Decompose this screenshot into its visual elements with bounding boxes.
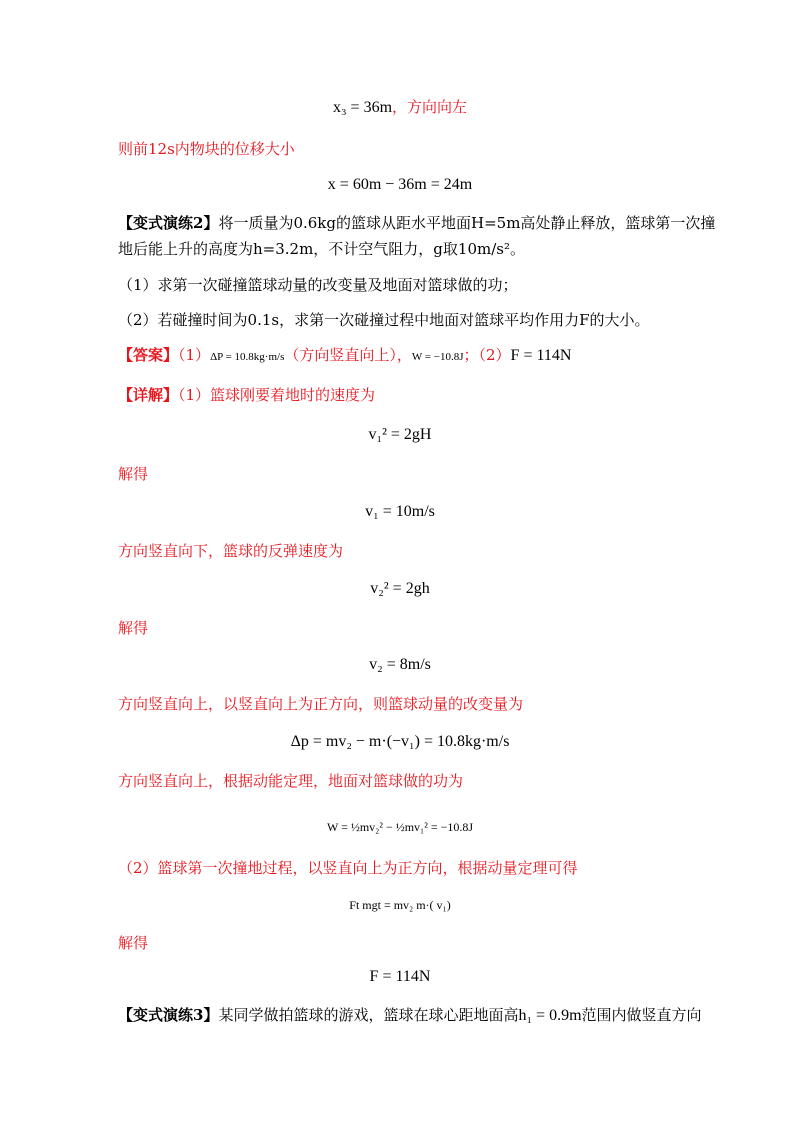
answer-direction: （方向竖直向上）， (284, 346, 412, 364)
solve-label-2: 解得 (118, 619, 149, 637)
rebound-intro: 方向竖直向下，篮球的反弹速度为 (118, 542, 344, 560)
equation-v2: v₂ = 8m/s (369, 656, 431, 673)
displacement-intro: 则前12s内物块的位移大小 (118, 140, 295, 158)
equation-impulse: Ft mgt = mv₂ m·( v₁) (349, 898, 451, 912)
answer-line (118, 344, 571, 368)
exercise-3-line (118, 1004, 702, 1027)
question-2: （2）若碰撞时间为0.1s，求第一次碰撞过程中地面对篮球平均作用力F的大小。 (118, 311, 650, 329)
detail-text: （1）篮球刚要着地时的速度为 (178, 386, 376, 404)
detail-line (118, 384, 375, 406)
exercise-2-line-1 (118, 212, 715, 234)
x3-line (0, 96, 800, 119)
exercise-2-text-1: 将一质量为0.6kg的篮球从距水平地面H=5m高处静止释放，篮球第一次撞 (218, 214, 716, 232)
answer-force: F = 114N (510, 347, 572, 364)
equation-v1: v₁ = 10m/s (365, 503, 435, 520)
exercise-3-tag: 【变式演练3】 (118, 1006, 219, 1024)
displacement-equation: x = 60m − 36m = 24m (327, 176, 473, 193)
answer-tag: 【答案】 (118, 346, 179, 364)
x3-direction: ，方向向左 (392, 98, 468, 116)
solve-label-3: 解得 (118, 934, 149, 952)
equation-work: W = ½mv₂² − ½mv₁² = −10.8J (326, 820, 474, 834)
exercise-2-tag: 【变式演练2】 (118, 214, 219, 232)
answer-work: W = −10.8J (411, 351, 464, 363)
impulse-intro: （2）篮球第一次撞地过程，以竖直向上为正方向，根据动量定理可得 (118, 859, 578, 877)
answer-momentum: ΔP = 10.8kg·m/s (210, 351, 285, 363)
equation-v1-squared: v₁² = 2gH (368, 426, 432, 443)
momentum-intro: 方向竖直向上，以竖直向上为正方向，则篮球动量的改变量为 (118, 695, 524, 713)
equation-momentum-change: Δp = mv₂ − m·(−v₁) = 10.8kg·m/s (290, 733, 510, 750)
equation-v2-squared: v₂² = 2gh (370, 580, 430, 597)
equation-force: F = 114N (369, 968, 431, 985)
answer-part-1-label: （1） (178, 346, 211, 364)
detail-tag: 【详解】 (118, 386, 179, 404)
x3-equation: x₃ = 36m (332, 99, 393, 116)
exercise-2-text-2: 地后能上升的高度为h=3.2m，不计空气阻力，g取10m/s²。 (118, 240, 525, 258)
question-1: （1）求第一次碰撞篮球动量的改变量及地面对篮球做的功； (118, 276, 518, 294)
exercise-3-text: 某同学做拍篮球的游戏，篮球在球心距地面高 (218, 1006, 519, 1024)
answer-part-2-label: ；（2） (463, 346, 511, 364)
solve-label-1: 解得 (118, 465, 149, 483)
work-intro: 方向竖直向上，根据动能定理，地面对篮球做的功为 (118, 772, 464, 790)
exercise-3-tail: 范围内做竖直方向 (581, 1006, 702, 1024)
exercise-3-height: h₁ = 0.9m (518, 1007, 582, 1024)
